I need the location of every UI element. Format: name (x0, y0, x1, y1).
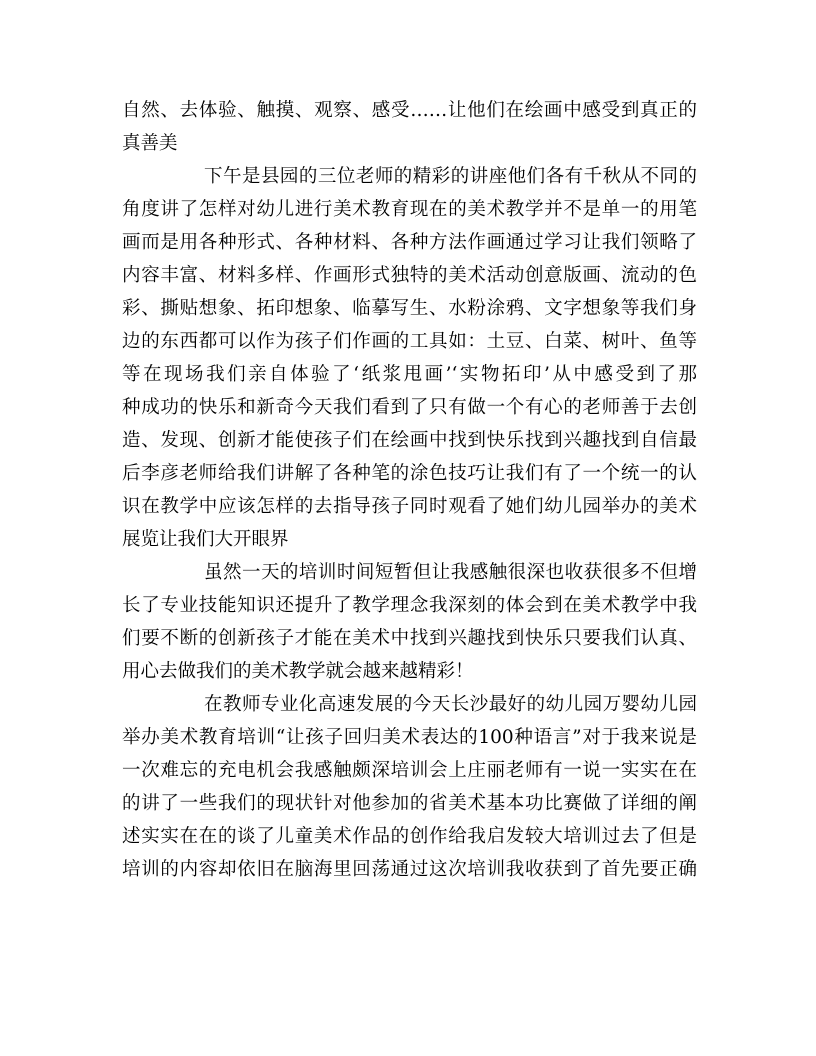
text-line: 虽然一天的培训时间短暂但让我感触很深也收获很多不但增 (204, 562, 697, 583)
text-line: 的讲了一些我们的现状针对他参加的省美术基本功比赛做了详细的阐 (122, 793, 697, 814)
text-line: 彩、撕贴想象、拓印想象、临摹写生、水粉涂鸦、文字想象等我们身 (122, 298, 697, 319)
text-line: 等在现场我们亲自体验了‘纸浆甩画’‘实物拓印’从中感受到了那 (122, 364, 697, 385)
text-line: 后李彦老师给我们讲解了各种笔的涂色技巧让我们有了一个统一的认 (122, 463, 697, 484)
text-line: 边的东西都可以作为孩子们作画的工具如：土豆、白菜、树叶、鱼等 (122, 331, 697, 352)
text-line: 举办美术教育培训“让孩子回归美术表达的100种语言”对于我来说是 (122, 727, 697, 748)
text-line: 一次难忘的充电机会我感触颇深培训会上庄丽老师有一说一实实在在 (122, 760, 697, 781)
text-line: 用心去做我们的美术教学就会越来越精彩！ (122, 661, 474, 682)
text-line: 下午是县园的三位老师的精彩的讲座他们各有千秋从不同的 (204, 166, 697, 187)
text-line: 画而是用各种形式、各种材料、各种方法作画通过学习让我们领略了 (122, 232, 697, 253)
text-line: 培训的内容却依旧在脑海里回荡通过这次培训我收获到了首先要正确 (122, 859, 697, 880)
text-line: 自然、去体验、触摸、观察、感受……让他们在绘画中感受到真正的 (122, 100, 697, 121)
text-line: 长了专业技能知识还提升了教学理念我深刻的体会到在美术教学中我 (122, 595, 697, 616)
text-line: 真善美 (122, 133, 178, 154)
text-line: 内容丰富、材料多样、作画形式独特的美术活动创意版画、流动的色 (122, 265, 697, 286)
text-line: 述实实在在的谈了儿童美术作品的创作给我启发较大培训过去了但是 (122, 826, 697, 847)
text-line: 角度讲了怎样对幼儿进行美术教育现在的美术教学并不是单一的用笔 (122, 199, 697, 220)
text-line: 种成功的快乐和新奇今天我们看到了只有做一个有心的老师善于去创 (122, 397, 697, 418)
text-line: 造、发现、创新才能使孩子们在绘画中找到快乐找到兴趣找到自信最 (122, 430, 697, 451)
text-line: 识在教学中应该怎样的去指导孩子同时观看了她们幼儿园举办的美术 (122, 496, 697, 517)
document-body (122, 94, 697, 886)
text-line: 展览让我们大开眼界 (122, 529, 289, 550)
text-line: 在教师专业化高速发展的今天长沙最好的幼儿园万婴幼儿园 (204, 694, 697, 715)
text-line: 们要不断的创新孩子才能在美术中找到兴趣找到快乐只要我们认真、 (122, 628, 697, 649)
